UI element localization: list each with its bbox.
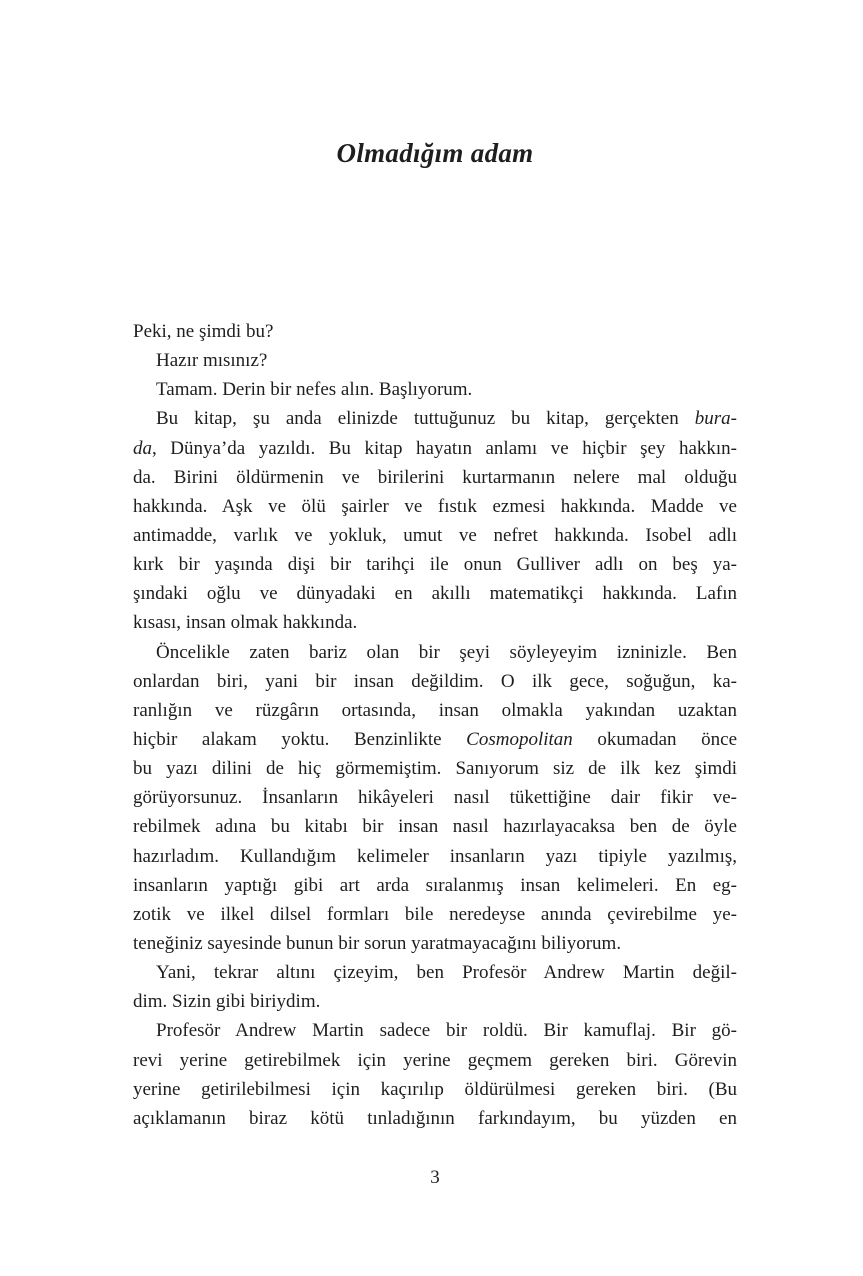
text-line [133, 958, 737, 987]
text-line [133, 317, 737, 346]
text-segment: Yani, tekrar altını çizeyim, ben Profesör Andrew Martin değil- [156, 962, 737, 984]
text-line [133, 434, 737, 463]
text-segment: şındaki oğlu ve dünyadaki en akıllı matematikçi hakkında. Lafın [133, 583, 737, 605]
text-segment: revi yerine getirebilmek için yerine geçmem gereken biri. Görevin [133, 1049, 737, 1071]
text-segment: ranlığın ve rüzgârın ortasında, insan olmakla yakından uzaktan [133, 699, 737, 721]
text-segment: rebilmek adına bu kitabı bir insan nasıl hazırlayacaksa ben de öyle [133, 816, 737, 838]
text-segment: kırk bir yaşında dişi bir tarihçi ile onun Gulliver adlı on beş ya- [133, 554, 737, 576]
text-line [133, 492, 737, 521]
text-line [133, 1046, 737, 1075]
chapter-title: Olmadığım adam [336, 138, 534, 168]
text-segment: okumadan önce [572, 728, 737, 750]
text-line [133, 375, 737, 404]
body-text [133, 317, 737, 1133]
text-line [133, 1075, 737, 1104]
text-line [133, 871, 737, 900]
text-line [133, 346, 737, 375]
text-line [133, 579, 737, 608]
text-segment: bu yazı dilini de hiç görmemiştim. Sanıyorum siz de ilk kez şimdi [133, 758, 737, 780]
text-line [133, 900, 737, 929]
text-line [133, 929, 737, 958]
text-segment: zotik ve ilkel dilsel formları bile neredeyse anında çevirebilme ye- [133, 903, 737, 925]
text-segment: dim. Sizin gibi biriydim. [133, 991, 321, 1013]
text-line [133, 608, 737, 637]
text-line [133, 404, 737, 433]
text-segment: teneğiniz sayesinde bunun bir sorun yaratmayacağını biliyorum. [133, 932, 622, 954]
text-segment: açıklamanın biraz kötü tınladığının farkındayım, bu yüzden en [133, 1107, 737, 1129]
text-segment: Öncelikle zaten bariz olan bir şeyi söyleyeyim izninizle. Ben [156, 641, 737, 663]
text-segment: Tamam. Derin bir nefes alın. Başlıyorum. [156, 379, 473, 401]
text-segment: yerine getirilebilmesi için kaçırılıp öldürülmesi gereken biri. (Bu [133, 1078, 737, 1100]
text-segment: da. Birini öldürmenin ve birilerini kurtarmanın nelere mal olduğu [133, 466, 737, 488]
text-line [133, 812, 737, 841]
text-segment: kısası, insan olmak hakkında. [133, 612, 358, 634]
italic-text-segment: Cosmopolitan [466, 728, 573, 750]
text-segment: insanların yaptığı gibi art arda sıralanmış insan kelimeleri. En eg- [133, 874, 737, 896]
text-segment: hazırladım. Kullandığım kelimeler insanların yazı tipiyle yazılmış, [133, 845, 737, 867]
text-segment: Peki, ne şimdi bu? [133, 321, 274, 342]
text-line [133, 783, 737, 812]
text-line [133, 550, 737, 579]
text-line [133, 842, 737, 871]
text-segment: , Dünya’da yazıldı. Bu kitap hayatın anlamı ve hiçbir şey hakkın- [152, 437, 737, 459]
text-line [133, 667, 737, 696]
text-line [133, 696, 737, 725]
text-segment: Profesör Andrew Martin sadece bir roldü. Bir kamuflaj. Bir gö- [156, 1020, 737, 1042]
text-line [133, 987, 737, 1016]
text-line [133, 1104, 737, 1133]
text-line [133, 1016, 737, 1045]
text-segment: Bu kitap, şu anda elinizde tuttuğunuz bu kitap, gerçekten [156, 408, 695, 430]
text-segment: antimadde, varlık ve yokluk, umut ve nefret hakkında. Isobel adlı [133, 524, 737, 546]
text-line [133, 725, 737, 754]
text-line [133, 754, 737, 783]
italic-text-segment: da [133, 437, 152, 459]
text-line [133, 521, 737, 550]
text-segment: Hazır mısınız? [156, 350, 268, 372]
text-line [133, 638, 737, 667]
page-number: 3 [430, 1167, 440, 1188]
italic-text-segment: bura- [694, 408, 737, 430]
text-line [133, 463, 737, 492]
text-segment: hakkında. Aşk ve ölü şairler ve fıstık ezmesi hakkında. Madde ve [133, 495, 737, 517]
text-segment: onlardan biri, yani bir insan değildim. O ilk gece, soğuğun, ka- [133, 670, 737, 692]
text-segment: görüyorsunuz. İnsanların hikâyeleri nasıl tükettiğine dair fikir ve- [133, 787, 737, 809]
text-segment: hiçbir alakam yoktu. Benzinlikte [133, 728, 467, 750]
